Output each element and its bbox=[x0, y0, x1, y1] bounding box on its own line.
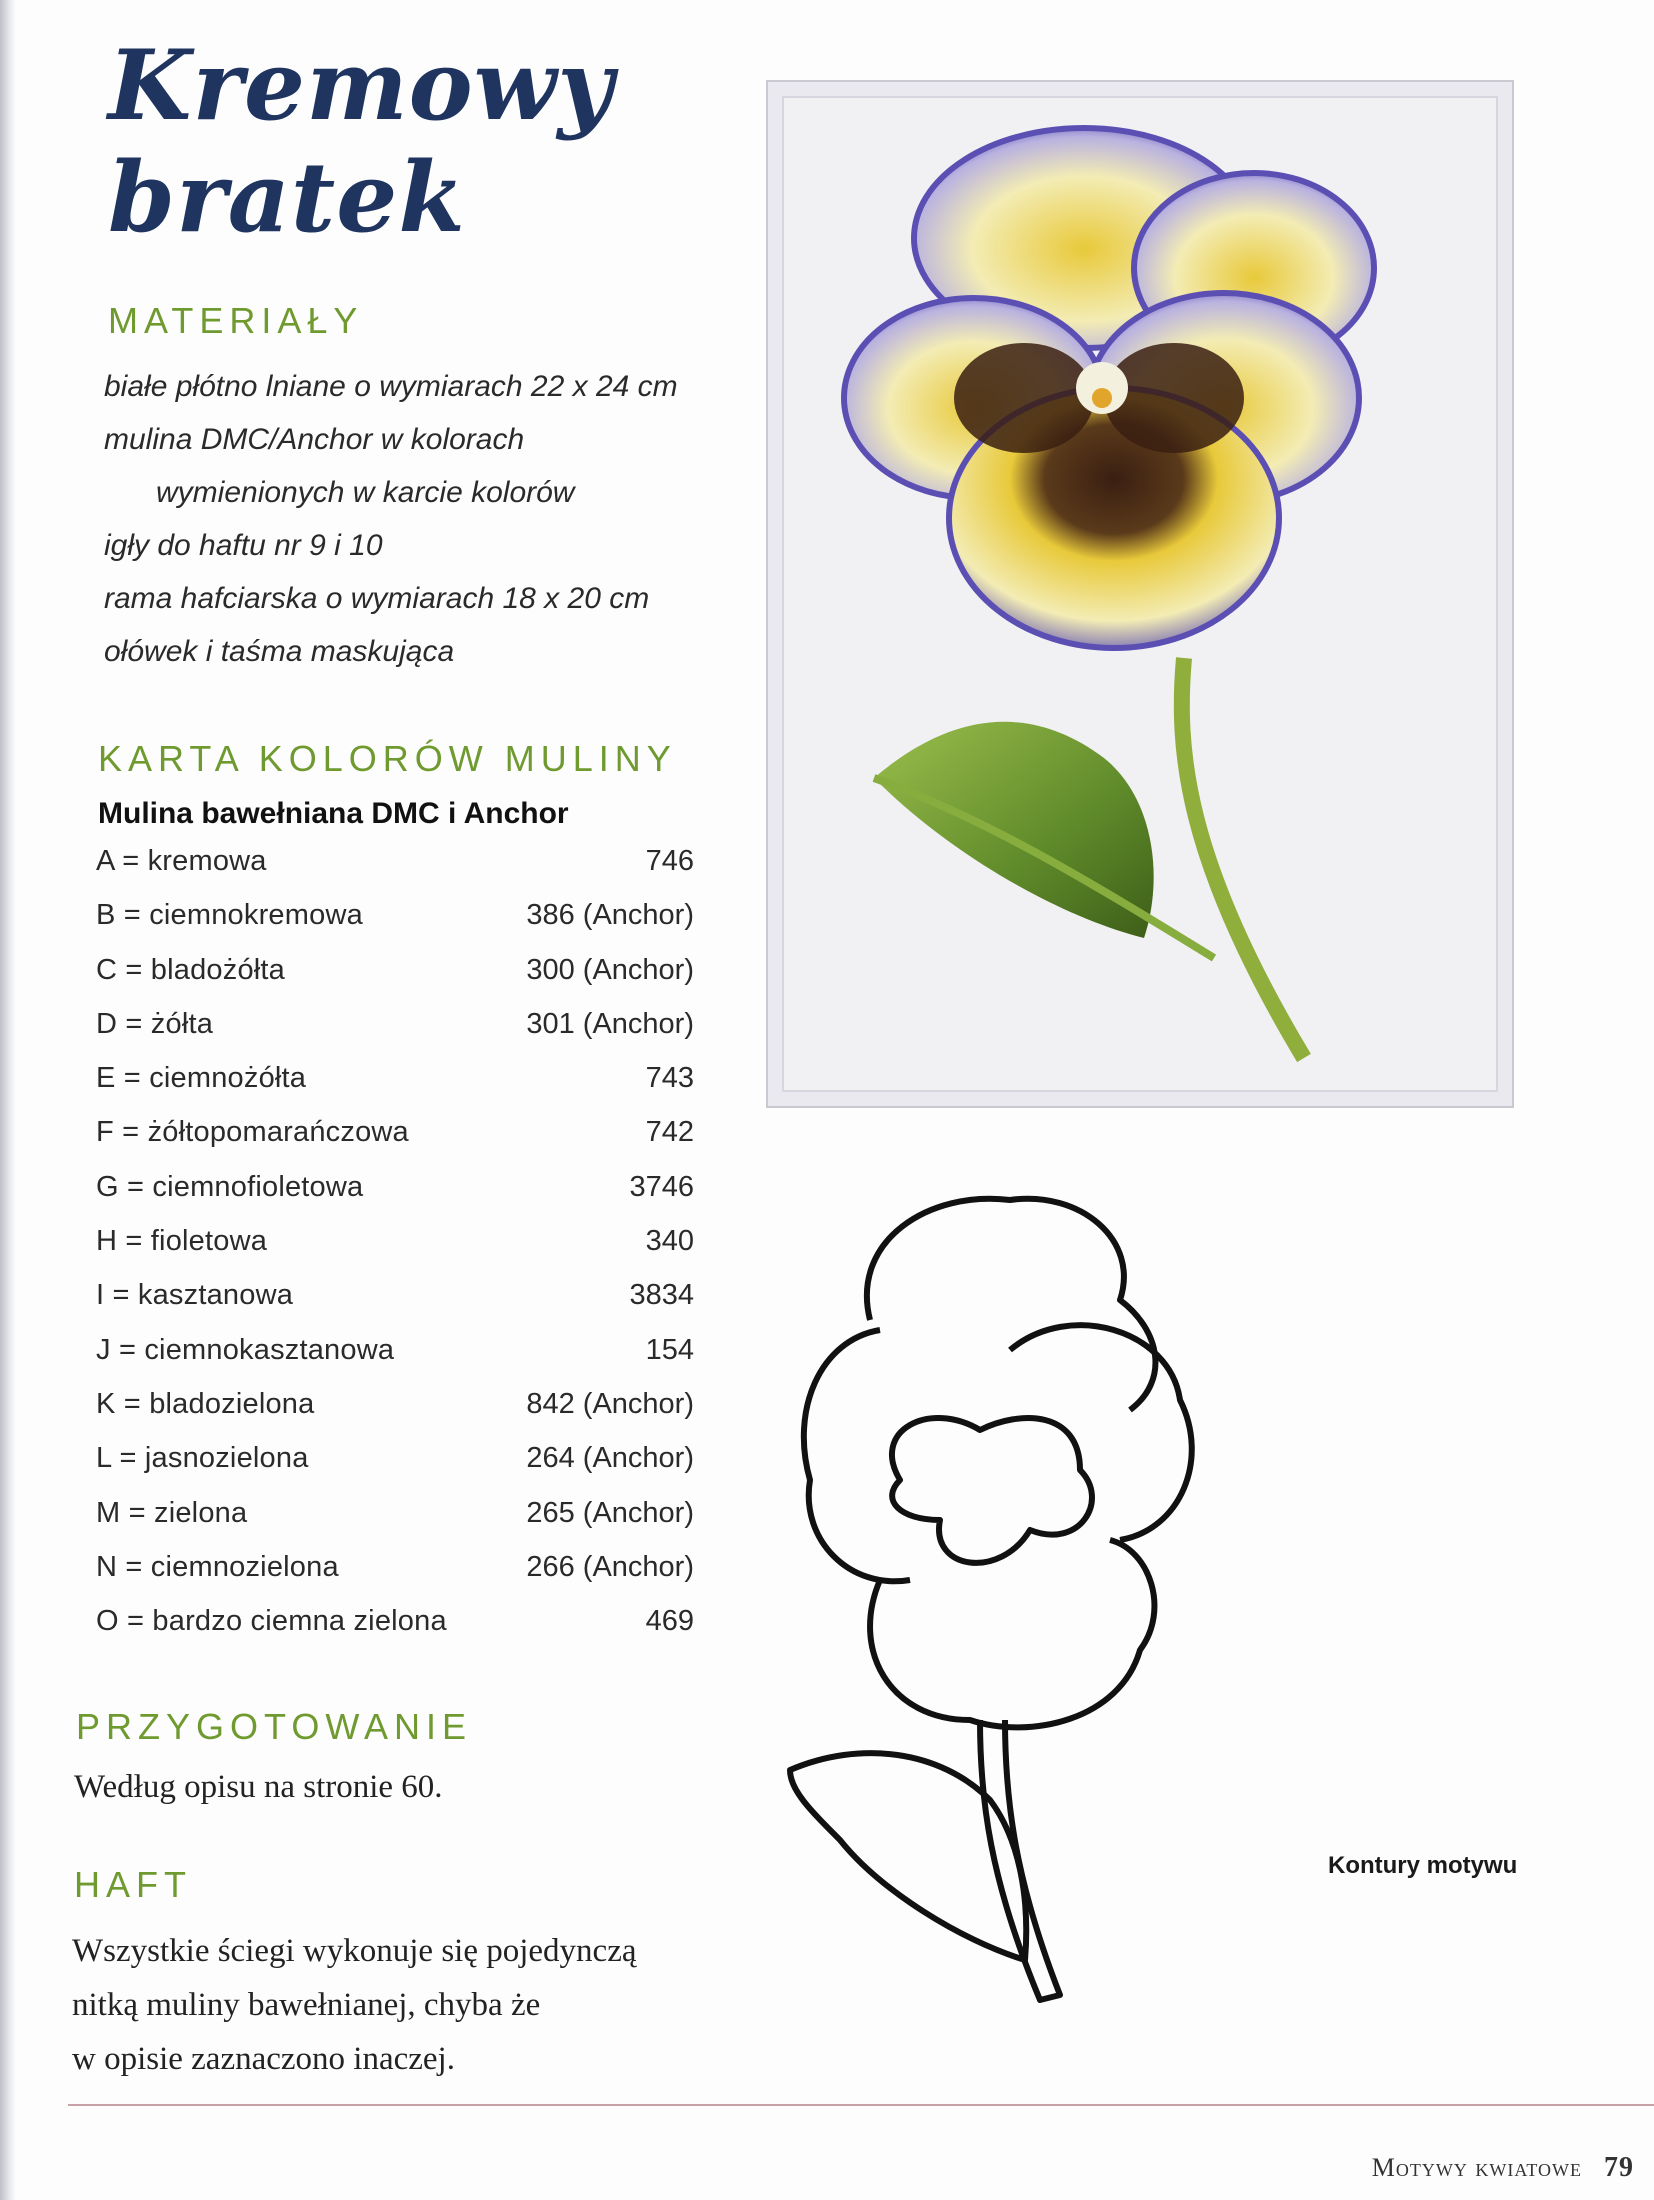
table-row bbox=[96, 1116, 694, 1170]
materials-list bbox=[104, 360, 678, 678]
color-code: 743 bbox=[645, 1062, 694, 1095]
leaf bbox=[874, 722, 1154, 938]
pansy-embroidery-illustration bbox=[784, 98, 1498, 1092]
table-row bbox=[96, 1334, 694, 1388]
color-chart-heading: KARTA KOLORÓW MULINY bbox=[98, 738, 677, 779]
materials-item: rama hafciarska o wymiarach 18 x 20 cm bbox=[104, 582, 650, 615]
color-code: 469 bbox=[645, 1605, 694, 1638]
materials-heading: MATERIAŁY bbox=[108, 300, 364, 341]
pansy-outline-drawing bbox=[780, 1180, 1240, 2080]
table-row bbox=[96, 1171, 694, 1225]
table-row bbox=[96, 1062, 694, 1116]
preparation-text: Według opisu na stronie 60. bbox=[74, 1769, 443, 1805]
color-code: 266 (Anchor) bbox=[526, 1550, 694, 1583]
color-code: 742 bbox=[645, 1116, 694, 1149]
color-code: 3834 bbox=[629, 1279, 694, 1312]
embroidery-photo bbox=[782, 96, 1498, 1092]
footer-section-title: Motywy kwiatowe bbox=[1371, 2153, 1582, 2182]
color-code: 340 bbox=[645, 1225, 694, 1258]
table-row bbox=[96, 1497, 694, 1551]
color-code: 265 (Anchor) bbox=[526, 1496, 694, 1529]
table-row bbox=[96, 1551, 694, 1605]
materials-item: ołówek i taśma maskująca bbox=[104, 635, 455, 668]
outline-upper-petals bbox=[867, 1199, 1156, 1410]
page-number: 79 bbox=[1604, 2152, 1634, 2183]
left-blotch bbox=[954, 343, 1094, 453]
color-key: E = ciemnożółta bbox=[96, 1062, 307, 1095]
color-code: 300 (Anchor) bbox=[526, 953, 694, 986]
table-row bbox=[96, 954, 694, 1008]
color-key: N = ciemnozielona bbox=[96, 1550, 339, 1583]
page-footer bbox=[1372, 2152, 1634, 2184]
color-code: 154 bbox=[645, 1333, 694, 1366]
color-key: H = fioletowa bbox=[96, 1225, 268, 1258]
footer-divider bbox=[68, 2104, 1654, 2106]
table-row bbox=[96, 845, 694, 899]
color-key: A = kremowa bbox=[96, 845, 267, 877]
color-key: M = zielona bbox=[96, 1496, 248, 1529]
color-code: 842 (Anchor) bbox=[526, 1387, 694, 1420]
outline-centre-petals bbox=[892, 1418, 1092, 1563]
embroidery-text-line: w opisie zaznaczono inaczej. bbox=[72, 2041, 455, 2077]
materials-item: białe płótno lniane o wymiarach 22 x 24 cm bbox=[104, 370, 678, 403]
flower-eye bbox=[1092, 388, 1112, 408]
motif-outline bbox=[780, 1180, 1240, 2085]
color-key: I = kasztanowa bbox=[96, 1279, 294, 1312]
table-row bbox=[96, 1008, 694, 1062]
book-spine-shadow bbox=[0, 0, 16, 2200]
table-row bbox=[96, 1225, 694, 1279]
title-line-1: Kremowy bbox=[108, 29, 615, 142]
outline-caption: Kontury motywu bbox=[1328, 1852, 1518, 1879]
outline-right-petal bbox=[1010, 1325, 1192, 1540]
color-key: C = bladożółta bbox=[96, 953, 286, 986]
color-code: 264 (Anchor) bbox=[526, 1442, 694, 1475]
outline-lower-petal bbox=[870, 1540, 1154, 1727]
embroidery-photo-frame bbox=[766, 80, 1514, 1108]
table-row bbox=[96, 1442, 694, 1496]
table-row bbox=[96, 1279, 694, 1333]
table-row bbox=[96, 1388, 694, 1442]
color-code: 746 bbox=[645, 845, 694, 877]
color-chart-table bbox=[96, 845, 694, 1659]
color-key: B = ciemnokremowa bbox=[96, 899, 363, 932]
color-key: F = żółtopomarańczowa bbox=[96, 1116, 409, 1149]
table-row bbox=[96, 1605, 694, 1659]
embroidery-text bbox=[72, 1924, 637, 2086]
color-code: 301 (Anchor) bbox=[526, 1007, 694, 1040]
table-row bbox=[96, 899, 694, 953]
color-key: G = ciemnofioletowa bbox=[96, 1170, 364, 1203]
page-title bbox=[108, 30, 614, 254]
color-key: D = żółta bbox=[96, 1007, 214, 1040]
preparation-heading: PRZYGOTOWANIE bbox=[76, 1706, 473, 1747]
title-line-2: bratek bbox=[108, 141, 466, 254]
color-key: K = bladozielona bbox=[96, 1387, 315, 1420]
embroidery-heading: HAFT bbox=[74, 1864, 192, 1905]
color-chart-subheading: Mulina bawełniana DMC i Anchor bbox=[98, 797, 569, 830]
color-code: 3746 bbox=[629, 1170, 694, 1203]
color-code: 386 (Anchor) bbox=[526, 899, 694, 932]
color-key: J = ciemnokasztanowa bbox=[96, 1333, 395, 1366]
embroidery-text-line: nitką muliny bawełnianej, chyba że bbox=[72, 1987, 541, 2023]
materials-item: igły do haftu nr 9 i 10 bbox=[104, 529, 383, 562]
materials-item: wymienionych w karcie kolorów bbox=[156, 476, 575, 509]
stem bbox=[1182, 658, 1304, 1058]
embroidery-text-line: Wszystkie ściegi wykonuje się pojedynczą bbox=[72, 1933, 637, 1969]
color-key: O = bardzo ciemna zielona bbox=[96, 1605, 447, 1638]
materials-item: mulina DMC/Anchor w kolorach bbox=[104, 423, 525, 456]
color-key: L = jasnozielona bbox=[96, 1442, 309, 1475]
